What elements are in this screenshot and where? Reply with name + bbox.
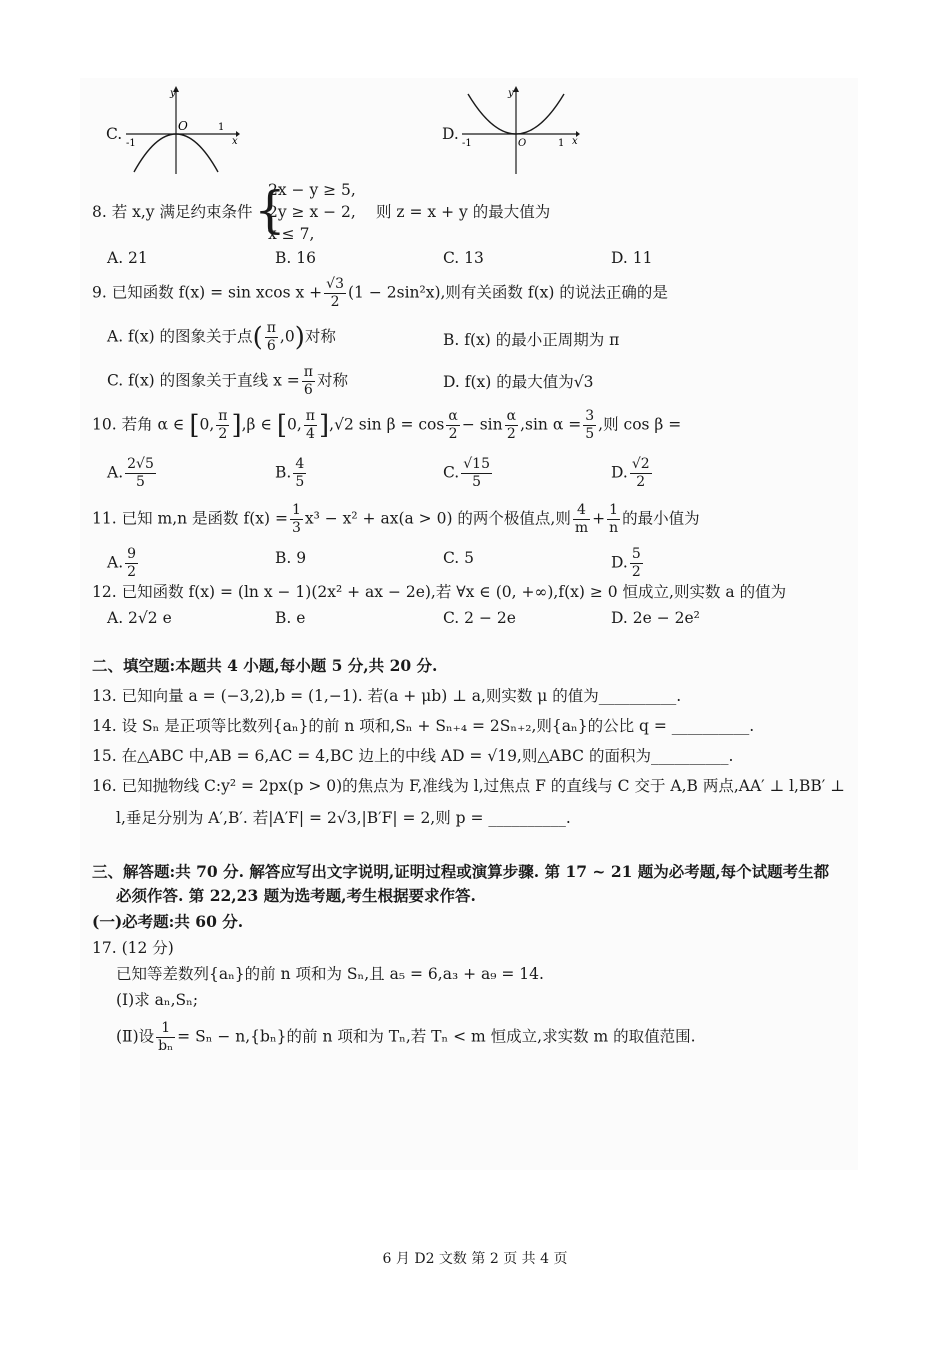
q16-line2: l,垂足分别为 A′,B′. 若|A′F| = 2√3,|B′F| = 2,则 p = __________.	[116, 809, 571, 827]
q8-option-d: D. 11	[611, 249, 653, 267]
graph-c-x-label: x	[232, 136, 238, 147]
q12-option-d: D. 2e − 2e²	[611, 609, 700, 627]
q8-stem-suffix: 则 z = x + y 的最大值为	[376, 203, 551, 221]
q17-part1: (Ⅰ)求 aₙ,Sₙ;	[116, 991, 199, 1009]
q9-option-d: D. f(x) 的最大值为√3	[443, 373, 594, 391]
graph-d-tick-left: -1	[462, 138, 472, 149]
q9-stem-b: (1 − 2sin²x),则有关函数 f(x) 的说法正确的是	[348, 283, 668, 302]
q11-option-b: B. 9	[275, 549, 307, 567]
q12-option-b: B. e	[275, 609, 306, 627]
section3-heading-line2: 必须作答. 第 22,23 题为选考题,考生根据要求作答.	[116, 886, 476, 905]
q8-constraint-3: x ≤ 7,	[268, 225, 315, 243]
graph-c-origin: O	[178, 119, 188, 133]
graph-d-origin: O	[518, 138, 527, 149]
graph-d-y-label: y	[508, 88, 514, 99]
graph-c-tick-right: 1	[218, 122, 225, 133]
graph-c	[124, 86, 240, 176]
q10-option-c: C. $\frac{√15}{5}$	[443, 456, 490, 490]
q8-brace: {	[254, 181, 286, 239]
q8-option-a: A. 21	[107, 249, 148, 267]
q8-constraint-2: 2y ≥ x − 2,	[268, 203, 356, 221]
q15: 15. 在△ABC 中,AB = 6,AC = 4,BC 边上的中线 AD = √19,则△ABC 的面积为__________.	[92, 747, 734, 765]
graph-c-y-label: y	[170, 88, 176, 99]
q8-option-c: C. 13	[443, 249, 484, 267]
q9-fraction: $\frac{√3}{2}$	[326, 276, 344, 310]
option-d-label: D.	[442, 125, 459, 143]
q12-option-a: A. 2√2 e	[107, 609, 172, 627]
q14: 14. 设 Sₙ 是正项等比数列{aₙ}的前 n 项和,Sₙ + Sₙ₊₄ = 2Sₙ₊₂,则{aₙ}的公比 q = __________.	[92, 717, 755, 735]
q10-stem: 10. 若角 α ∈ [0, $\frac{\pi}{2}$ ],β ∈ [0, $\frac{\pi}{4}$ ],√2 sin β = cos $\frac{\alpha}{2}$ − sin $\frac{\alpha}{2}$ ,sin α = $\frac{3}{5}$ ,则 cos β =	[92, 408, 682, 442]
q17-part2: (Ⅱ)设 $\frac{1}{\text{bₙ}}$ = Sₙ − n,{bₙ}的前 n 项和为 Tₙ,若 Tₙ < m 恒成立,求实数 m 的取值范围.	[116, 1020, 696, 1054]
q11-option-c: C. 5	[443, 549, 475, 567]
q9-stem-a: 9. 已知函数 f(x) = sin xcos x +	[92, 283, 323, 302]
q9-option-b: B. f(x) 的最小正周期为 π	[443, 331, 620, 349]
q16-line1: 16. 已知抛物线 C:y² = 2px(p > 0)的焦点为 F,准线为 l,过焦点 F 的直线与 C 交于 A,B 两点,AA′ ⊥ l,BB′ ⊥	[92, 777, 845, 795]
q9-stem	[92, 276, 668, 311]
option-c-label: C.	[106, 125, 123, 143]
q11-option-d: D. $\frac{5}{2}$	[611, 546, 641, 580]
q9-option-a: A. f(x) 的图象关于点( $\frac{\pi}{6}$ ,0)对称	[107, 320, 336, 354]
section3-heading-line1: 三、解答题:共 70 分. 解答应写出文字说明,证明过程或演算步骤. 第 17 ~ 21 题为必考题,每个试题考生都	[92, 862, 830, 881]
q17-body: 已知等差数列{aₙ}的前 n 项和为 Sₙ,且 a₅ = 6,a₃ + a₉ = 14.	[116, 965, 544, 983]
graph-d	[460, 86, 580, 176]
page-footer: 6 月 D2 文数 第 2 页 共 4 页	[382, 1251, 568, 1267]
graph-d-x-label: x	[572, 136, 578, 147]
q12-option-c: C. 2 − 2e	[443, 609, 516, 627]
graph-c-tick-left: -1	[126, 138, 136, 149]
q11-option-a: A. $\frac{9}{2}$	[107, 546, 137, 580]
q9-option-c: C. f(x) 的图象关于直线 x = $\frac{\pi}{6}$ 对称	[107, 364, 348, 398]
q11-stem: 11. 已知 m,n 是函数 f(x) = $\frac{1}{3}$ x³ − x² + ax(a > 0) 的两个极值点,则 $\frac{4}{m}$ + $\frac{1}{n}$ 的最小值为	[92, 502, 700, 536]
graph-d-tick-right: 1	[558, 138, 565, 149]
q17-heading: 17. (12 分)	[92, 939, 174, 957]
q10-option-a: A. $\frac{2√5}{5}$	[107, 456, 154, 490]
q10-option-b: B. $\frac{4}{5}$	[275, 456, 305, 490]
q10-option-d: D. $\frac{√2}{2}$	[611, 456, 650, 490]
q8-stem-prefix: 8. 若 x,y 满足约束条件	[92, 203, 253, 221]
q8-option-b: B. 16	[275, 249, 316, 267]
section3-sub-heading: (一)必考题:共 60 分.	[92, 912, 244, 931]
q13: 13. 已知向量 a = (−3,2),b = (1,−1). 若(a + μb) ⊥ a,则实数 μ 的值为__________.	[92, 687, 682, 705]
q8-constraint-1: 2x − y ≥ 5,	[268, 181, 356, 199]
q12-stem: 12. 已知函数 f(x) = (ln x − 1)(2x² + ax − 2e),若 ∀x ∈ (0, +∞),f(x) ≥ 0 恒成立,则实数 a 的值为	[92, 583, 787, 601]
section2-heading: 二、填空题:本题共 4 小题,每小题 5 分,共 20 分.	[92, 656, 438, 675]
